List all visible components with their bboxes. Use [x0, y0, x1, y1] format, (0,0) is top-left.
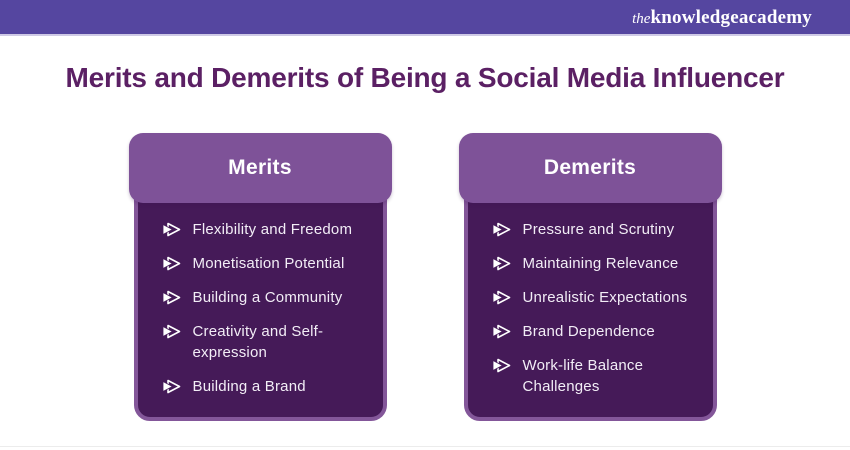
play-arrow-icon [492, 324, 511, 339]
brand-logo-name: knowledgeacademy [650, 6, 812, 28]
list-item [162, 376, 375, 397]
list-item [492, 253, 705, 274]
list-item [162, 321, 375, 363]
play-arrow-icon [492, 290, 511, 305]
merits-card-title: Merits [228, 156, 292, 179]
list-item-label: Unrealistic Expectations [522, 289, 688, 306]
merits-card-body [134, 189, 387, 421]
demerits-card-body [464, 189, 717, 421]
demerits-card-header [459, 133, 722, 203]
top-bar [0, 0, 850, 36]
list-item [492, 355, 705, 397]
play-arrow-icon [162, 379, 181, 394]
play-arrow-icon [162, 290, 181, 305]
list-item [162, 287, 375, 308]
play-arrow-icon [492, 256, 511, 271]
list-item-label: Monetisation Potential [192, 255, 345, 272]
brand-logo-the: the [632, 10, 651, 27]
list-item-label: Building a Community [192, 289, 343, 306]
play-arrow-icon [162, 256, 181, 271]
merits-card [129, 133, 392, 421]
list-item-label: Maintaining Relevance [522, 255, 679, 272]
list-item-label: Pressure and Scrutiny [522, 221, 675, 238]
list-item-label: Work-life Balance Challenges [522, 357, 644, 395]
list-item-label: Building a Brand [192, 378, 306, 395]
play-arrow-icon [162, 222, 181, 237]
list-item [492, 321, 705, 342]
play-arrow-icon [492, 222, 511, 237]
demerits-card [459, 133, 722, 421]
list-item-label: Flexibility and Freedom [192, 221, 353, 238]
demerits-card-title: Demerits [543, 156, 637, 179]
cards-row [0, 133, 850, 421]
page-title: Merits and Demerits of Being a Social Media Influencer [65, 62, 785, 93]
bottom-divider [0, 446, 850, 447]
play-arrow-icon [492, 358, 511, 373]
list-item [162, 253, 375, 274]
list-item [162, 219, 375, 240]
merits-card-header [129, 133, 392, 203]
brand-logo [632, 8, 812, 27]
list-item-label: Creativity and Self-expression [192, 323, 324, 361]
list-item [492, 219, 705, 240]
play-arrow-icon [162, 324, 181, 339]
list-item [492, 287, 705, 308]
list-item-label: Brand Dependence [522, 323, 655, 340]
